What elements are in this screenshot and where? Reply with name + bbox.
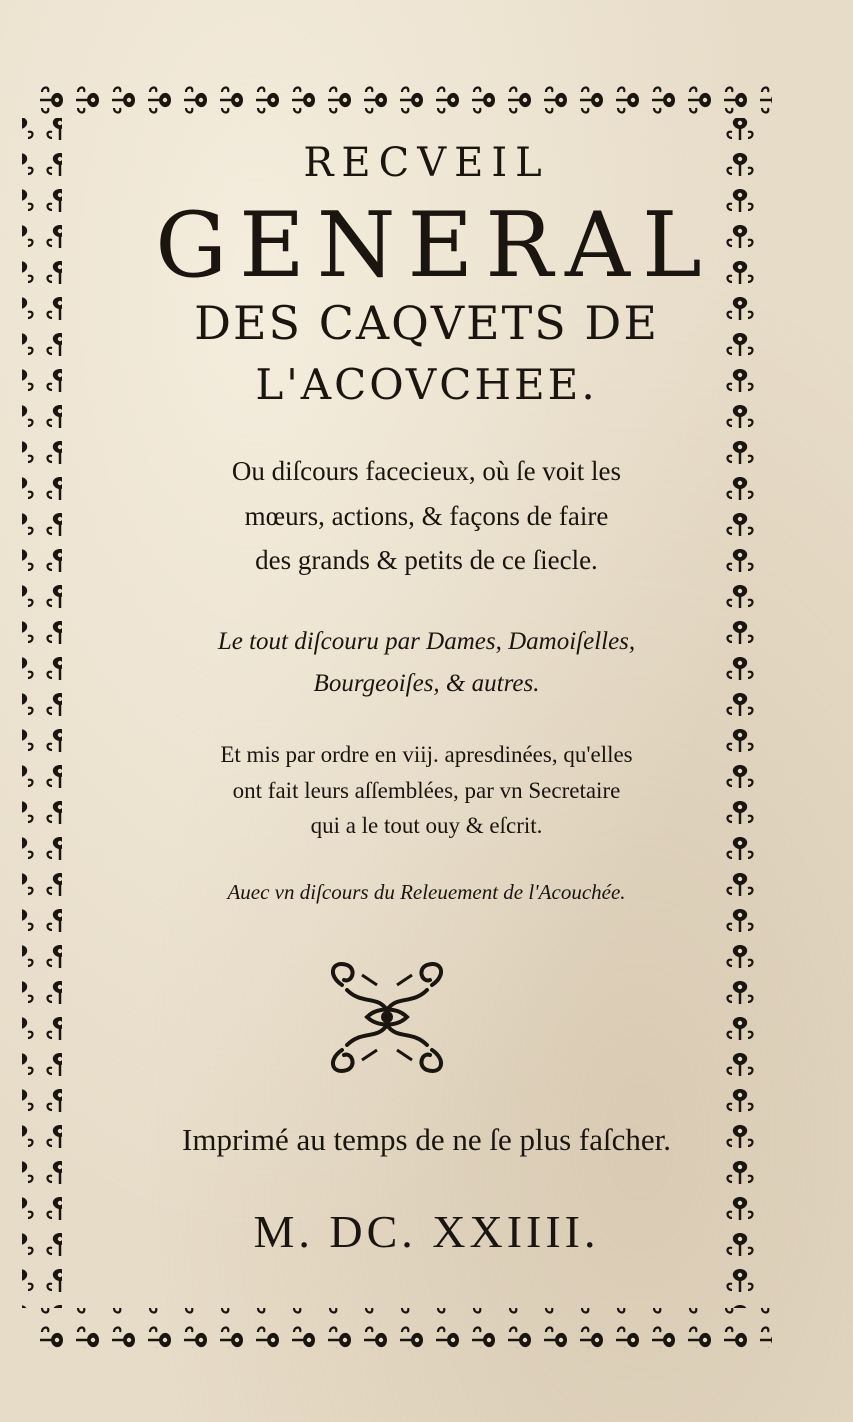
title-line-1: RECVEIL — [303, 140, 550, 186]
paragraph-line-1: Et mis par ordre en viij. apresdinées, qu'elles — [220, 742, 633, 767]
title-line-2: GENERAL — [155, 193, 714, 298]
paragraph-line-2: ont fait leurs aſſemblées, par vn Secretaire — [232, 778, 621, 803]
imprint-line: Imprimé au temps de ne ſe plus faſcher. — [182, 1122, 671, 1157]
publication-date: M. DC. XXIIII. — [253, 1206, 600, 1257]
printers-ornament — [322, 955, 452, 1080]
italic-note-line-1: Le tout diſcouru par Dames, Damoiſelles, — [217, 628, 636, 655]
title-line-4: L'ACOVCHEE. — [255, 360, 598, 409]
paragraph-line-3: qui a le tout ouy & eſcrit. — [310, 813, 543, 838]
subtitle-line-2: mœurs, actions, & façons de faire — [244, 501, 609, 531]
italic-note-line-2: Bourgeoiſes, & autres. — [313, 670, 540, 697]
title-line-3: DES CAQVETS DE — [194, 296, 659, 350]
addendum-line: Auec vn diſcours du Releuement de l'Acouchée. — [227, 880, 626, 904]
subtitle-line-3: des grands & petits de ce ſiecle. — [255, 545, 598, 575]
subtitle-line-1: Ou diſcours facecieux, où ſe voit les — [231, 456, 622, 486]
